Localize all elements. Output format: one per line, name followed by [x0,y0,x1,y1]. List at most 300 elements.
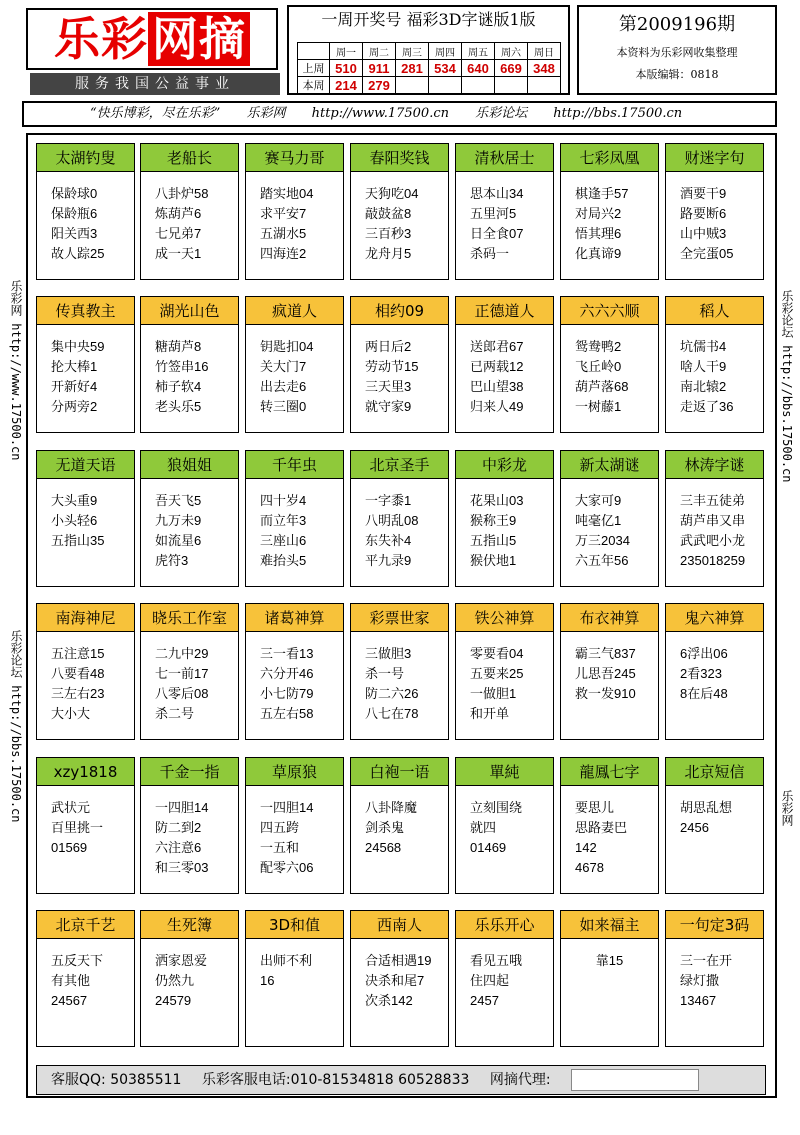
puzzle-card [560,296,659,433]
card-line: 五要来25 [470,666,524,681]
card-line: 三座山6 [260,533,307,548]
card-line: 八要看48 [51,666,105,681]
card-line: 2看323 [680,666,722,681]
card-body [351,325,448,417]
card-line: 16 [260,973,275,988]
card-title: 單純 [456,758,553,786]
card-line: 武状元 [51,800,91,815]
puzzle-card [560,603,659,740]
card-line: 送郎君67 [470,339,524,354]
card-line: 花果山03 [470,493,524,508]
card-line: 防二六26 [365,686,419,701]
card-line: 棋逢手57 [575,186,629,201]
card-line: 三天里3 [365,379,412,394]
last-week-number: 510 [330,60,363,77]
card-line: 一树藤1 [575,399,622,414]
card-line: 01569 [51,840,88,855]
card-line: 五反天下 [51,953,104,968]
puzzle-card [140,450,239,587]
card-line: 八卦炉58 [155,186,209,201]
puzzle-card [36,910,135,1047]
puzzle-card [560,757,659,894]
puzzle-card [36,296,135,433]
day-header: 周四 [429,43,462,60]
draw-results-title: 一周开奖号 福彩3D字谜版1版 [321,10,536,29]
card-line: 救一发910 [575,686,636,701]
card-line: 吾天飞5 [155,493,202,508]
card-line: 出去走6 [260,379,307,394]
card-line: 猴伏地1 [470,553,517,568]
card-line: 合适相遇19 [365,953,432,968]
card-body [456,325,553,417]
card-title: 老船长 [141,144,238,172]
card-line: 24579 [155,993,192,1008]
puzzle-card [455,910,554,1047]
card-line: 就守家9 [365,399,412,414]
this-week-number [495,77,528,94]
card-line: 劳动节15 [365,359,419,374]
card-line: 悟其理6 [575,226,622,241]
card-line: 24567 [51,993,88,1008]
card-line: 一字黍1 [365,493,412,508]
card-title: 赛马力哥 [246,144,343,172]
card-line: 霸三气837 [575,646,636,661]
card-line: 小头轻6 [51,513,98,528]
last-week-number: 348 [528,60,561,77]
card-title: 北京短信 [666,758,763,786]
card-line: 思路妻巴 [575,820,628,835]
card-line: 洒家恩爱 [155,953,208,968]
card-body [351,786,448,858]
card-title: 湖光山色 [141,297,238,325]
puzzle-card [350,143,449,280]
card-body [141,939,238,1011]
puzzle-card [245,450,344,587]
card-body [666,939,763,1011]
card-title: 北京千艺 [37,911,134,939]
card-line: 儿思吾245 [575,666,636,681]
card-body [456,172,553,264]
card-line: 五指山5 [470,533,517,548]
card-line: 走返了36 [680,399,734,414]
issue-number: 第2009196期 [618,14,736,35]
card-title: 六六六顺 [561,297,658,325]
card-title: 千年虫 [246,451,343,479]
last-week-label: 上周 [298,60,330,77]
card-line: 住四起 [470,973,510,988]
card-line: 和三零03 [155,860,209,875]
puzzle-card [455,757,554,894]
card-line: 五湖水5 [260,226,307,241]
card-body [561,479,658,571]
logo-text-2: 网摘 [148,12,250,66]
card-line: 踏实地04 [260,186,314,201]
site-label: 乐彩网 [246,106,286,121]
card-line: 24568 [365,840,402,855]
card-line: 日全食07 [470,226,524,241]
card-line: 如流星6 [155,533,202,548]
day-header: 周日 [528,43,561,60]
forum-label: 乐彩论坛 [475,106,528,121]
card-body [456,479,553,571]
this-week-number [396,77,429,94]
card-line: 巴山望38 [470,379,524,394]
card-line: 天狗吃04 [365,186,419,201]
card-title: 七彩凤凰 [561,144,658,172]
card-title: 龍鳳七字 [561,758,658,786]
card-line: 六注意6 [155,840,202,855]
card-title: 疯道人 [246,297,343,325]
motto-bar [22,101,777,127]
card-line: 老头乐5 [155,399,202,414]
card-body [666,632,763,704]
puzzle-card [140,296,239,433]
puzzle-card [350,296,449,433]
card-body [456,632,553,724]
card-title: 千金一指 [141,758,238,786]
card-line: 对局兴2 [575,206,622,221]
card-line: 万三2034 [575,533,630,548]
card-line: 三左右23 [51,686,105,701]
puzzle-card [140,910,239,1047]
card-line: 钥匙扣04 [260,339,314,354]
card-body [351,632,448,724]
card-body [351,479,448,571]
card-line: 分两旁2 [51,399,98,414]
card-line: 大头重9 [51,493,98,508]
card-body [246,939,343,991]
card-body [141,632,238,724]
card-line: 五指山35 [51,533,105,548]
card-line: 五左右58 [260,706,314,721]
card-line: 保龄球0 [51,186,98,201]
puzzle-card [665,296,764,433]
card-line: 柿子软4 [155,379,202,394]
card-body [141,786,238,878]
card-line: 路要断6 [680,206,727,221]
card-line: 杀一号 [365,666,405,681]
card-line: 已两载12 [470,359,524,374]
puzzle-card [560,910,659,1047]
card-line: 看见五哦 [470,953,523,968]
source-note: 本资料为乐彩网收集整理 [616,46,738,59]
card-line: 葫芦落68 [575,379,629,394]
this-week-label: 本周 [298,77,330,94]
card-title: 中彩龙 [456,451,553,479]
card-line: 七一前17 [155,666,209,681]
side-text-left-top: 乐彩网 http://www.17500.cn [9,280,23,461]
card-title: 北京圣手 [351,451,448,479]
card-title: 太湖钓叟 [37,144,134,172]
card-line: 九万未9 [155,513,202,528]
side-text-right-bottom: 乐彩网 [780,790,794,826]
card-body [246,479,343,571]
card-body [141,172,238,264]
card-line: 关大门7 [260,359,307,374]
puzzle-card [350,603,449,740]
card-line: 2457 [470,993,499,1008]
card-title: 无道天语 [37,451,134,479]
card-line: 配零六06 [260,860,314,875]
card-title: 西南人 [351,911,448,939]
card-line: 次杀142 [365,993,413,1008]
footer-bar [36,1065,766,1095]
card-body [37,632,134,724]
card-title: 生死簿 [141,911,238,939]
puzzle-card [245,296,344,433]
card-line: 求平安7 [260,206,307,221]
card-line: 集中央59 [51,339,105,354]
card-body [456,939,553,1011]
card-line: 剑杀鬼 [365,820,405,835]
card-line: 大小大 [51,706,91,721]
card-line: 靠15 [595,953,624,968]
day-header: 周三 [396,43,429,60]
card-line: 三做胆3 [365,646,412,661]
card-line: 四五跨 [260,820,300,835]
puzzle-card [560,450,659,587]
day-header: 周一 [330,43,363,60]
card-line: 而立年3 [260,513,307,528]
card-body [561,632,658,704]
puzzle-card [140,757,239,894]
card-title: 彩票世家 [351,604,448,632]
card-line: 吨毫亿1 [575,513,622,528]
card-line: 归来人49 [470,399,524,414]
puzzle-card [245,910,344,1047]
card-line: 猴称王9 [470,513,517,528]
card-line: 三丰五徒弟 [680,493,746,508]
card-title: 诸葛神算 [246,604,343,632]
last-week-number: 911 [363,60,396,77]
card-line: 出师不利 [260,953,313,968]
card-line: 平九录9 [365,553,412,568]
this-week-number: 214 [330,77,363,94]
card-title: 清秋居士 [456,144,553,172]
forum-url-link[interactable]: http://bbs.17500.cn [553,106,683,121]
card-line: 五里河5 [470,206,517,221]
card-body [666,172,763,264]
card-line: 难抬头5 [260,553,307,568]
card-line: 竹签串16 [155,359,209,374]
puzzle-card [140,603,239,740]
card-line: 山中贼3 [680,226,727,241]
card-line: 八零后08 [155,686,209,701]
card-body [37,479,134,551]
corner-cell [298,43,330,60]
card-body [561,172,658,264]
card-title: 鬼六神算 [666,604,763,632]
card-line: 防二到2 [155,820,202,835]
card-line: 和开单 [470,706,510,721]
card-line: 全完蛋05 [680,246,734,261]
puzzle-card [36,603,135,740]
puzzle-card [665,757,764,894]
footer-qq: 客服QQ: 50385511 [51,1072,182,1088]
last-week-number: 669 [495,60,528,77]
card-title: 新太湖谜 [561,451,658,479]
card-body [246,325,343,417]
card-title: 稻人 [666,297,763,325]
puzzle-card [560,143,659,280]
puzzle-card [455,450,554,587]
card-body [561,939,658,971]
card-body [37,325,134,417]
puzzle-card [36,143,135,280]
card-line: 杀码一 [470,246,510,261]
card-line: 小七防79 [260,686,314,701]
card-line: 啥人干9 [680,359,727,374]
card-title: 一句定3码 [666,911,763,939]
card-body [666,479,763,571]
card-line: 六分开46 [260,666,314,681]
card-body [37,786,134,858]
card-line: 二九中29 [155,646,209,661]
card-line: 八七在78 [365,706,419,721]
draw-results-table [297,42,561,94]
card-line: 决杀和尾7 [365,973,425,988]
day-header: 周二 [363,43,396,60]
card-body [561,786,658,878]
card-line: 一四胆14 [260,800,314,815]
card-title: 春阳奖钱 [351,144,448,172]
puzzle-card [245,757,344,894]
puzzle-card [665,910,764,1047]
last-week-number: 281 [396,60,429,77]
card-line: 开新好4 [51,379,98,394]
card-line: 2456 [680,820,709,835]
puzzle-card [245,143,344,280]
card-body [246,632,343,724]
card-line: 8在后48 [680,686,728,701]
card-line: 有其他 [51,973,91,988]
card-body [351,939,448,1011]
puzzle-card [350,757,449,894]
card-body [141,325,238,417]
card-line: 故人踪25 [51,246,105,261]
card-line: 一五和 [260,840,300,855]
card-line: 化真谛9 [575,246,622,261]
card-line: 八卦降魔 [365,800,418,815]
card-title: 林涛字谜 [666,451,763,479]
card-line: 大家可9 [575,493,622,508]
card-line: 两日后2 [365,339,412,354]
card-line: 思本山34 [470,186,524,201]
card-title: 狼姐姐 [141,451,238,479]
card-line: 四十岁4 [260,493,307,508]
side-text-right-top: 乐彩论坛 http://bbs.17500.cn [780,290,794,483]
this-week-number: 279 [363,77,396,94]
card-title: 白袍一语 [351,758,448,786]
card-title: 南海神尼 [37,604,134,632]
card-line: 235018259 [680,553,746,568]
card-line: 糖葫芦8 [155,339,202,354]
puzzle-card [665,143,764,280]
card-line: 成一天1 [155,246,202,261]
side-text-left-bottom: 乐彩论坛 http://bbs.17500.cn [9,630,23,823]
card-body [351,172,448,264]
card-line: 三百秒3 [365,226,412,241]
card-line: 南北辕2 [680,379,727,394]
card-body [456,786,553,858]
card-body [246,786,343,878]
card-line: 鸳鸯鸭2 [575,339,622,354]
card-line: 东失补4 [365,533,412,548]
day-header: 周六 [495,43,528,60]
card-body [37,939,134,1011]
slogan: 服务我国公益事业 [30,73,280,95]
card-line: 八明乱08 [365,513,419,528]
puzzle-card [455,603,554,740]
card-line: 五注意15 [51,646,105,661]
card-line: 13467 [680,993,717,1008]
card-line: 142 [575,840,597,855]
card-title: 相约09 [351,297,448,325]
card-title: 3D和值 [246,911,343,939]
puzzle-card [455,143,554,280]
this-week-number [462,77,495,94]
card-line: 要思儿 [575,800,615,815]
card-body [561,325,658,417]
footer-phone: 乐彩客服电话:010-81534818 60528833 [201,1072,470,1088]
card-line: 01469 [470,840,507,855]
card-title: 布衣神算 [561,604,658,632]
card-title: 晓乐工作室 [141,604,238,632]
card-line: 酒要干9 [680,186,727,201]
card-line: 仍然九 [155,973,195,988]
card-title: 铁公神算 [456,604,553,632]
puzzle-card [350,450,449,587]
card-line: 三一看13 [260,646,314,661]
card-line: 抡大棒1 [51,359,98,374]
card-line: 零要看04 [470,646,524,661]
puzzle-card [350,910,449,1047]
card-title: xzy1818 [37,758,134,786]
card-line: 保龄瓶6 [51,206,98,221]
card-line: 转三圈0 [260,399,307,414]
card-title: 正德道人 [456,297,553,325]
card-body [666,786,763,838]
editor-note: 本版编辑：0818 [635,68,719,81]
card-line: 一做胆1 [470,686,517,701]
card-line: 胡思乱想 [680,800,733,815]
puzzle-card [665,450,764,587]
card-line: 七兄弟7 [155,226,202,241]
card-title: 如来福主 [561,911,658,939]
card-line: 百里挑一 [51,820,104,835]
card-title: 乐乐开心 [456,911,553,939]
card-line: 杀二号 [155,706,195,721]
card-line: 绿灯撒 [680,973,720,988]
card-line: 6浮出06 [680,646,728,661]
card-line: 飞丘岭0 [575,359,622,374]
card-line: 坑儒书4 [680,339,727,354]
site-url-link[interactable]: http://www.17500.cn [311,106,449,121]
card-line: 龙舟月5 [365,246,412,261]
footer-agent-label: 网摘代理: [489,1072,551,1088]
card-title: 草原狼 [246,758,343,786]
card-body [37,172,134,264]
card-title: 财迷字句 [666,144,763,172]
card-body [141,479,238,571]
puzzle-card [665,603,764,740]
card-line: 敲鼓盆8 [365,206,412,221]
agent-input-box[interactable] [571,1069,699,1091]
card-line: 阳关西3 [51,226,98,241]
puzzle-card [140,143,239,280]
card-line: 六五年56 [575,553,629,568]
last-week-number: 640 [462,60,495,77]
